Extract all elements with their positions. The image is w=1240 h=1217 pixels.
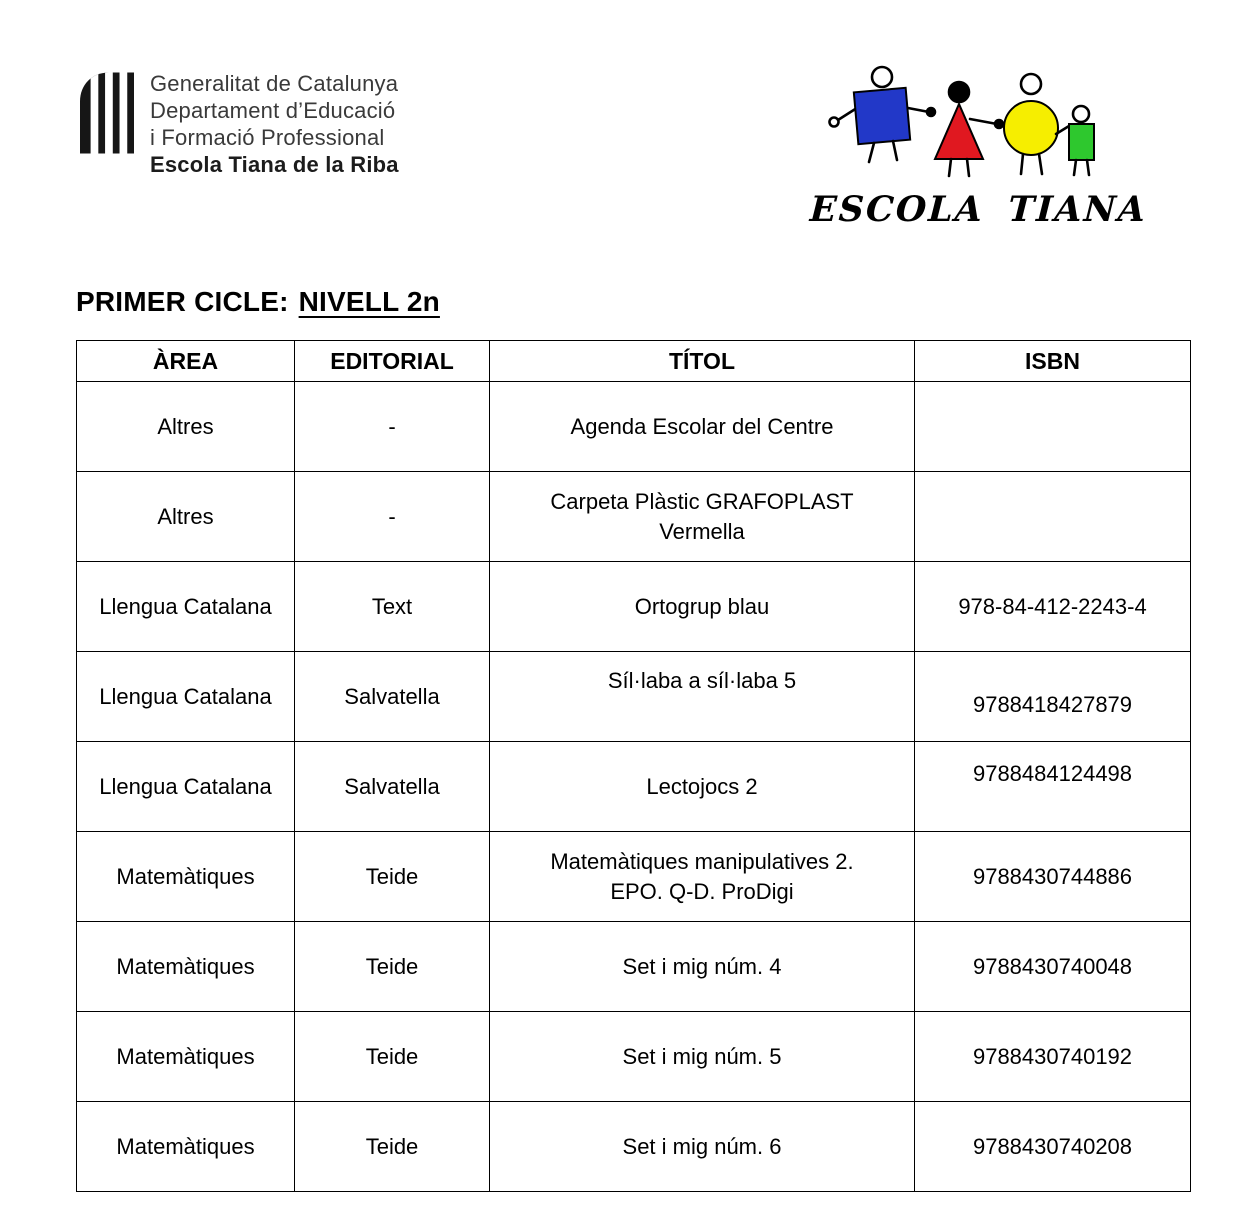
cell-titol: Ortogrup blau xyxy=(490,562,915,652)
cell-area: Matemàtiques xyxy=(77,832,295,922)
cell-isbn: 9788430740048 xyxy=(915,922,1191,1012)
escola-tiana-logo xyxy=(808,64,1149,230)
cell-isbn: 9788484124498 xyxy=(915,742,1191,832)
table-row xyxy=(77,562,1191,652)
cell-titol: Set i mig núm. 4 xyxy=(490,922,915,1012)
cell-area: Llengua Catalana xyxy=(77,652,295,742)
table-row xyxy=(77,382,1191,472)
table-header-row xyxy=(77,341,1191,382)
cell-area: Matemàtiques xyxy=(77,922,295,1012)
table-row xyxy=(77,742,1191,832)
cell-area: Llengua Catalana xyxy=(77,742,295,832)
cell-area: Altres xyxy=(77,472,295,562)
cell-editorial: - xyxy=(295,472,490,562)
cell-editorial: Salvatella xyxy=(295,742,490,832)
cell-area: Altres xyxy=(77,382,295,472)
table-row xyxy=(77,832,1191,922)
generalitat-block xyxy=(80,70,399,178)
cell-area: Llengua Catalana xyxy=(77,562,295,652)
cell-editorial: Teide xyxy=(295,1102,490,1192)
cell-isbn: 978-84-412-2243-4 xyxy=(915,562,1191,652)
title-prefix: PRIMER CICLE: xyxy=(76,286,289,317)
gencat-school-name: Escola Tiana de la Riba xyxy=(150,152,399,177)
gencat-line-1: Generalitat de Catalunya xyxy=(150,71,399,96)
cell-titol: Set i mig núm. 6 xyxy=(490,1102,915,1192)
cell-editorial: Teide xyxy=(295,1012,490,1102)
page-title xyxy=(76,286,1240,318)
cell-titol: Agenda Escolar del Centre xyxy=(490,382,915,472)
cell-editorial: - xyxy=(295,382,490,472)
gencat-line-2: Departament d’Educació xyxy=(150,98,396,123)
cell-isbn: 9788430740192 xyxy=(915,1012,1191,1102)
column-header-titol: TÍTOL xyxy=(490,341,915,382)
title-level: NIVELL 2n xyxy=(298,286,440,317)
cell-titol: Síl·laba a síl·laba 5 xyxy=(490,652,915,742)
cell-editorial: Text xyxy=(295,562,490,652)
cell-isbn xyxy=(915,472,1191,562)
table-row xyxy=(77,922,1191,1012)
generalitat-logo-icon xyxy=(80,72,134,159)
column-header-editorial: EDITORIAL xyxy=(295,341,490,382)
cell-isbn: 9788418427879 xyxy=(915,652,1191,742)
gencat-line-3: i Formació Professional xyxy=(150,125,385,150)
column-header-area: ÀREA xyxy=(77,341,295,382)
cell-isbn: 9788430744886 xyxy=(915,832,1191,922)
table-row xyxy=(77,1102,1191,1192)
cell-titol: Lectojocs 2 xyxy=(490,742,915,832)
cell-editorial: Teide xyxy=(295,922,490,1012)
column-header-isbn: ISBN xyxy=(915,341,1191,382)
table-row xyxy=(77,1012,1191,1102)
page-header xyxy=(0,0,1240,230)
cell-titol: Carpeta Plàstic GRAFOPLAST Vermella xyxy=(490,472,915,562)
cell-area: Matemàtiques xyxy=(77,1102,295,1192)
cell-editorial: Salvatella xyxy=(295,652,490,742)
cell-area: Matemàtiques xyxy=(77,1012,295,1102)
cell-isbn: 9788430740208 xyxy=(915,1102,1191,1192)
generalitat-text-block xyxy=(150,70,399,178)
escola-tiana-logo-text: ESCOLA TIANA xyxy=(808,189,1149,230)
escola-tiana-figures-icon xyxy=(815,64,1105,182)
cell-isbn xyxy=(915,382,1191,472)
cell-titol: Matemàtiques manipulatives 2. EPO. Q-D. ProDigi xyxy=(490,832,915,922)
book-table xyxy=(76,340,1191,1192)
cell-titol: Set i mig núm. 5 xyxy=(490,1012,915,1102)
table-row xyxy=(77,652,1191,742)
cell-editorial: Teide xyxy=(295,832,490,922)
table-row xyxy=(77,472,1191,562)
